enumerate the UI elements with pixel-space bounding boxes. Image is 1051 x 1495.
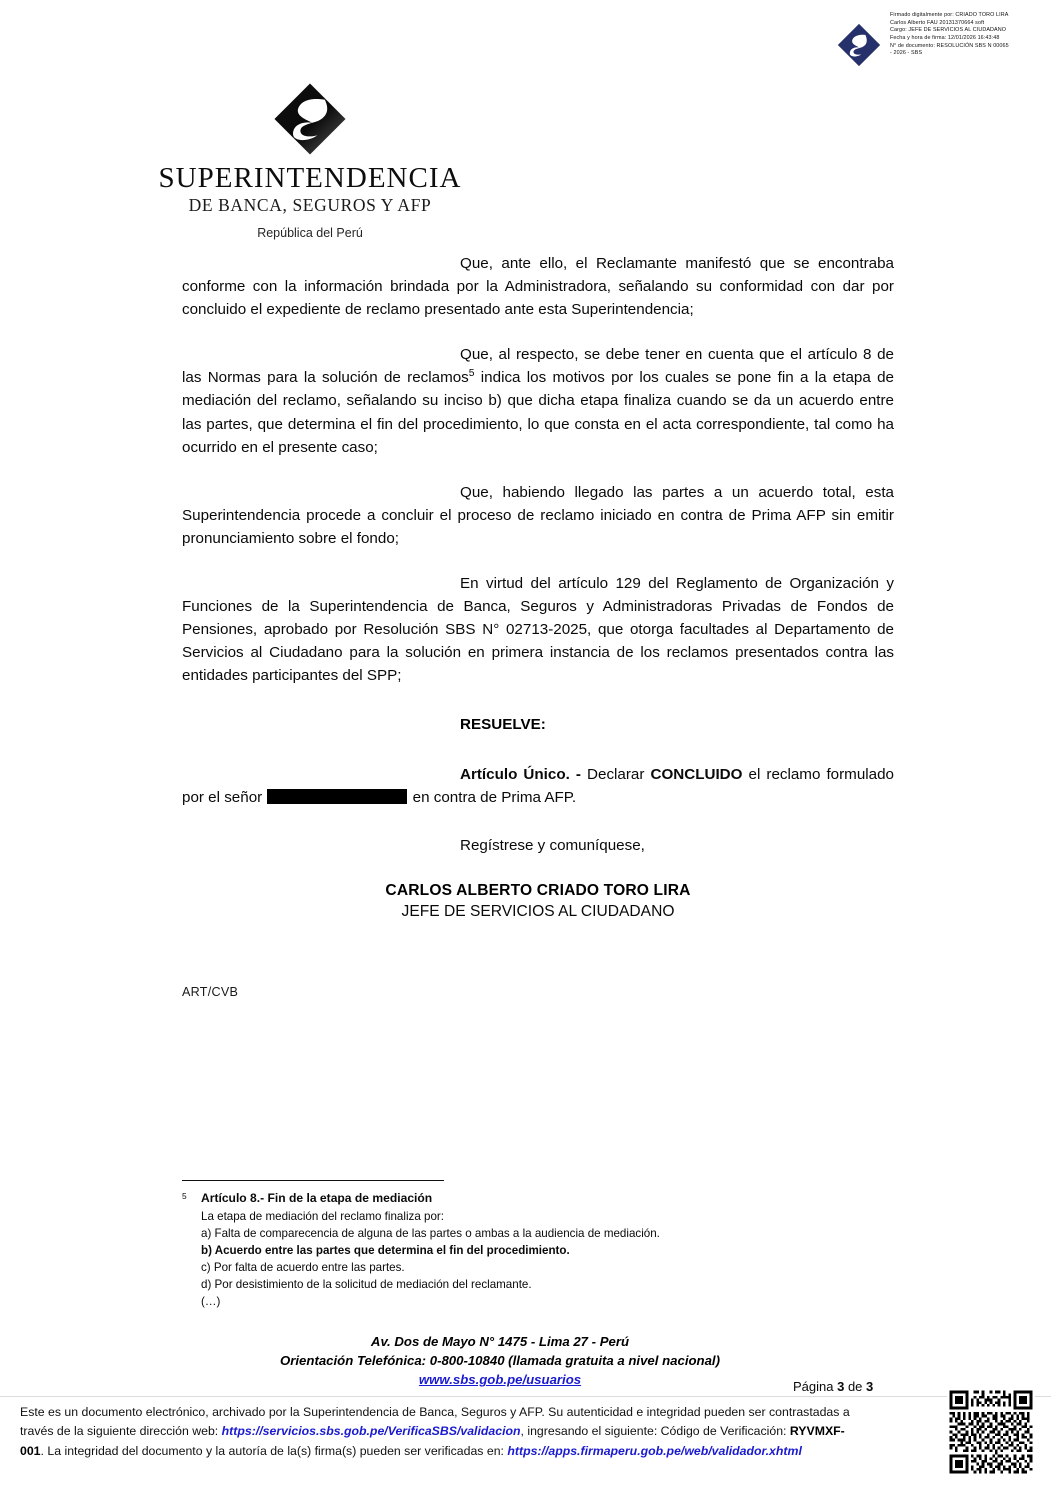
footnote-item-d: d) Por desistimiento de la solicitud de mediación del reclamante. — [201, 1277, 532, 1291]
articulo-text-1: Declarar — [580, 765, 651, 783]
footnote-block — [182, 1180, 702, 1310]
footnote-item-a: a) Falta de comparecencia de alguna de las partes o ambas a la audiencia de mediación. — [201, 1226, 660, 1240]
articulo-unico — [182, 763, 894, 809]
address-line-1: Av. Dos de Mayo N° 1475 - Lima 27 - Perú — [370, 1334, 630, 1349]
verification-url-2[interactable]: https://apps.firmaperu.gob.pe/web/validador.xhtml — [507, 1443, 802, 1458]
footnote-intro: La etapa de mediación del reclamo finaliza por: — [201, 1209, 444, 1223]
signature-line-2: Carlos Alberto FAU 20131370664 soft — [890, 19, 985, 26]
page-number-current: 3 — [837, 1379, 845, 1394]
digital-signature-stamp — [836, 12, 1046, 68]
paragraph-2-part2: indica los motivos por los cuales se pone fin a la etapa de mediación del reclamo, señalando su inciso b) que dicha etapa finaliza cuando se da un acuerdo entre las partes, que determina el fin del procedimiento, lo que consta en el acta correspondiente, tal como ha ocurrido en el presente caso; — [182, 369, 895, 456]
articulo-text-2: el reclamo formulado por el señor — [182, 765, 894, 806]
document-initials: ART/CVB — [182, 985, 239, 999]
address-line-2: Orientación Telefónica: 0-800-10840 (llamada gratuita a nivel nacional) — [280, 1353, 720, 1369]
signer-role: JEFE DE SERVICIOS AL CIUDADANO — [401, 903, 675, 920]
footnote-marker: 5 — [182, 1191, 187, 1201]
paragraph-2-part1: Que, al respecto, se debe tener en cuenta que el artículo 8 de las Normas para la solución de reclamos — [182, 346, 894, 387]
footnote-ellipsis: (…) — [201, 1294, 221, 1308]
sbs-diamond-logo-icon — [836, 22, 882, 68]
signature-line-6: - 2026 - SBS — [890, 50, 923, 57]
articulo-label: Artículo Único. - — [460, 765, 581, 783]
verification-text-3: . La integridad del documento y la autoría de la(s) firma(s) pueden ser verificadas en: — [40, 1443, 508, 1458]
document-body — [182, 252, 894, 854]
letterhead — [0, 82, 620, 240]
sbs-logo-icon — [273, 82, 347, 156]
institution-subtitle: DE BANCA, SEGUROS Y AFP — [188, 194, 432, 215]
signer-name: CARLOS ALBERTO CRIADO TORO LIRA — [385, 882, 691, 899]
footnote-reference-5: 5 — [468, 368, 475, 380]
page-number — [793, 1379, 873, 1394]
signature-line-5: N° de documento: RESOLUCIÓN SBS N 00065 — [890, 42, 1009, 49]
verification-url-1[interactable]: https://servicios.sbs.gob.pe/VerificaSBS/validacion — [221, 1424, 521, 1439]
signature-line-4: Fecha y hora de firma: 12/01/2026 16:43:48 — [890, 35, 1000, 42]
footnote-separator — [182, 1180, 444, 1181]
redacted-name-bar — [267, 789, 407, 804]
signature-line-1: Firmado digitalmente por: CRIADO TORO LIRA — [890, 12, 1009, 18]
articulo-text-3: en contra de Prima AFP. — [408, 788, 577, 806]
paragraph-4: En virtud del artículo 129 del Reglamento de Organización y Funciones de la Superintendencia de Banca, Seguros y Administradoras Privadas de Fondos de Pensiones, aprobado por Resolución SBS N° 02713-2025, que otorga facultades al Departamento de Servicios al Ciudadano para la solución en primera instancia de los reclamos presentados contra las entidades participantes del SPP; — [182, 575, 894, 685]
paragraph-1: Que, ante ello, el Reclamante manifestó que se encontraba conforme con la información brindada por la Administradora, señalando su conformidad con dar por concluido el expediente de reclamo presentado ante esta Superintendencia; — [182, 255, 894, 319]
paragraph-2 — [182, 343, 894, 458]
footer-divider — [0, 1396, 1051, 1397]
page-number-middle: de — [844, 1379, 867, 1394]
closing-line: Regístrese y comuníquese, — [460, 836, 645, 854]
signer-block — [182, 882, 894, 921]
page-number-total: 3 — [866, 1379, 874, 1394]
sbs-website-link[interactable]: www.sbs.gob.pe/usuarios — [418, 1372, 582, 1388]
verification-code: RYVMXF-001 — [20, 1424, 845, 1458]
page-number-prefix: Página — [793, 1379, 838, 1394]
institution-country: República del Perú — [257, 225, 363, 240]
articulo-emphasis: CONCLUIDO — [650, 765, 743, 783]
paragraph-3: Que, habiendo llegado las partes a un acuerdo total, esta Superintendencia procede a concluir el proceso de reclamo iniciado en contra de Prima AFP sin emitir pronunciamiento sobre el fondo; — [182, 483, 894, 547]
signature-text-block — [890, 12, 1046, 58]
footnote-item-b: b) Acuerdo entre las partes que determina el fin del procedimiento. — [201, 1243, 570, 1257]
institution-name: SUPERINTENDENCIA — [158, 162, 462, 194]
footnote-title: Artículo 8.- Fin de la etapa de mediación — [201, 1191, 433, 1205]
resuelve-heading: RESUELVE: — [460, 715, 546, 733]
signature-line-3: Cargo: JEFE DE SERVICIOS AL CIUDADANO — [890, 27, 1007, 34]
footnote-item-c: c) Por falta de acuerdo entre las partes. — [201, 1260, 405, 1274]
verification-text-1: Este es un documento electrónico, archivado por la Superintendencia de Banca, Seguros y AFP. Su autenticidad e integridad pueden ser contrastadas a través de la siguiente dirección web: — [20, 1405, 850, 1439]
qr-code-icon[interactable] — [947, 1388, 1035, 1476]
verification-footer — [20, 1403, 865, 1461]
verification-text-2: , ingresando el siguiente: Código de Verificación: — [520, 1424, 790, 1439]
